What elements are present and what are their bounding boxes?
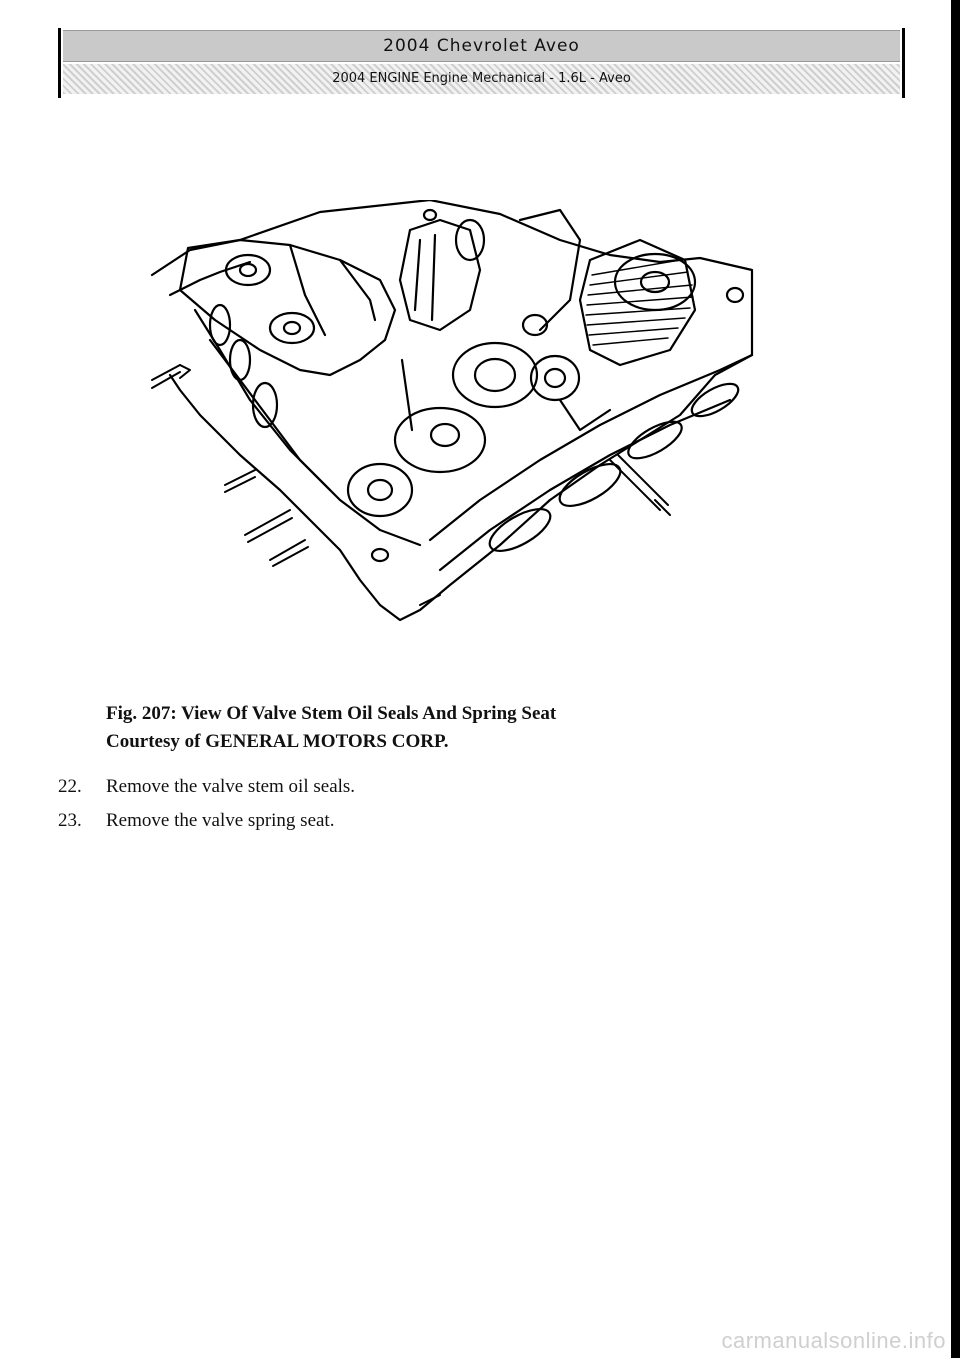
valve-stem-seal-illustration (140, 200, 760, 630)
step-number: 22. (58, 776, 82, 797)
header-subtitle: 2004 ENGINE Engine Mechanical - 1.6L - Aveo (63, 64, 900, 94)
figure-caption-title: Fig. 207: View Of Valve Stem Oil Seals And Spring Seat (106, 703, 557, 724)
page-frame-right (902, 28, 905, 98)
procedure-steps (58, 770, 858, 838)
page-edge-bar (951, 0, 960, 1358)
step-text: Remove the valve spring seat. (106, 810, 335, 831)
document-header (63, 30, 900, 94)
step-text: Remove the valve stem oil seals. (106, 776, 356, 797)
page-frame-left (58, 28, 61, 98)
step-number: 23. (58, 810, 82, 831)
figure-caption-courtesy: Courtesy of GENERAL MOTORS CORP. (106, 731, 449, 752)
header-title: 2004 Chevrolet Aveo (63, 30, 900, 62)
step-item (58, 770, 858, 804)
step-item (58, 804, 858, 838)
watermark: carmanualsonline.info (721, 1328, 946, 1353)
figure-caption (106, 700, 706, 756)
